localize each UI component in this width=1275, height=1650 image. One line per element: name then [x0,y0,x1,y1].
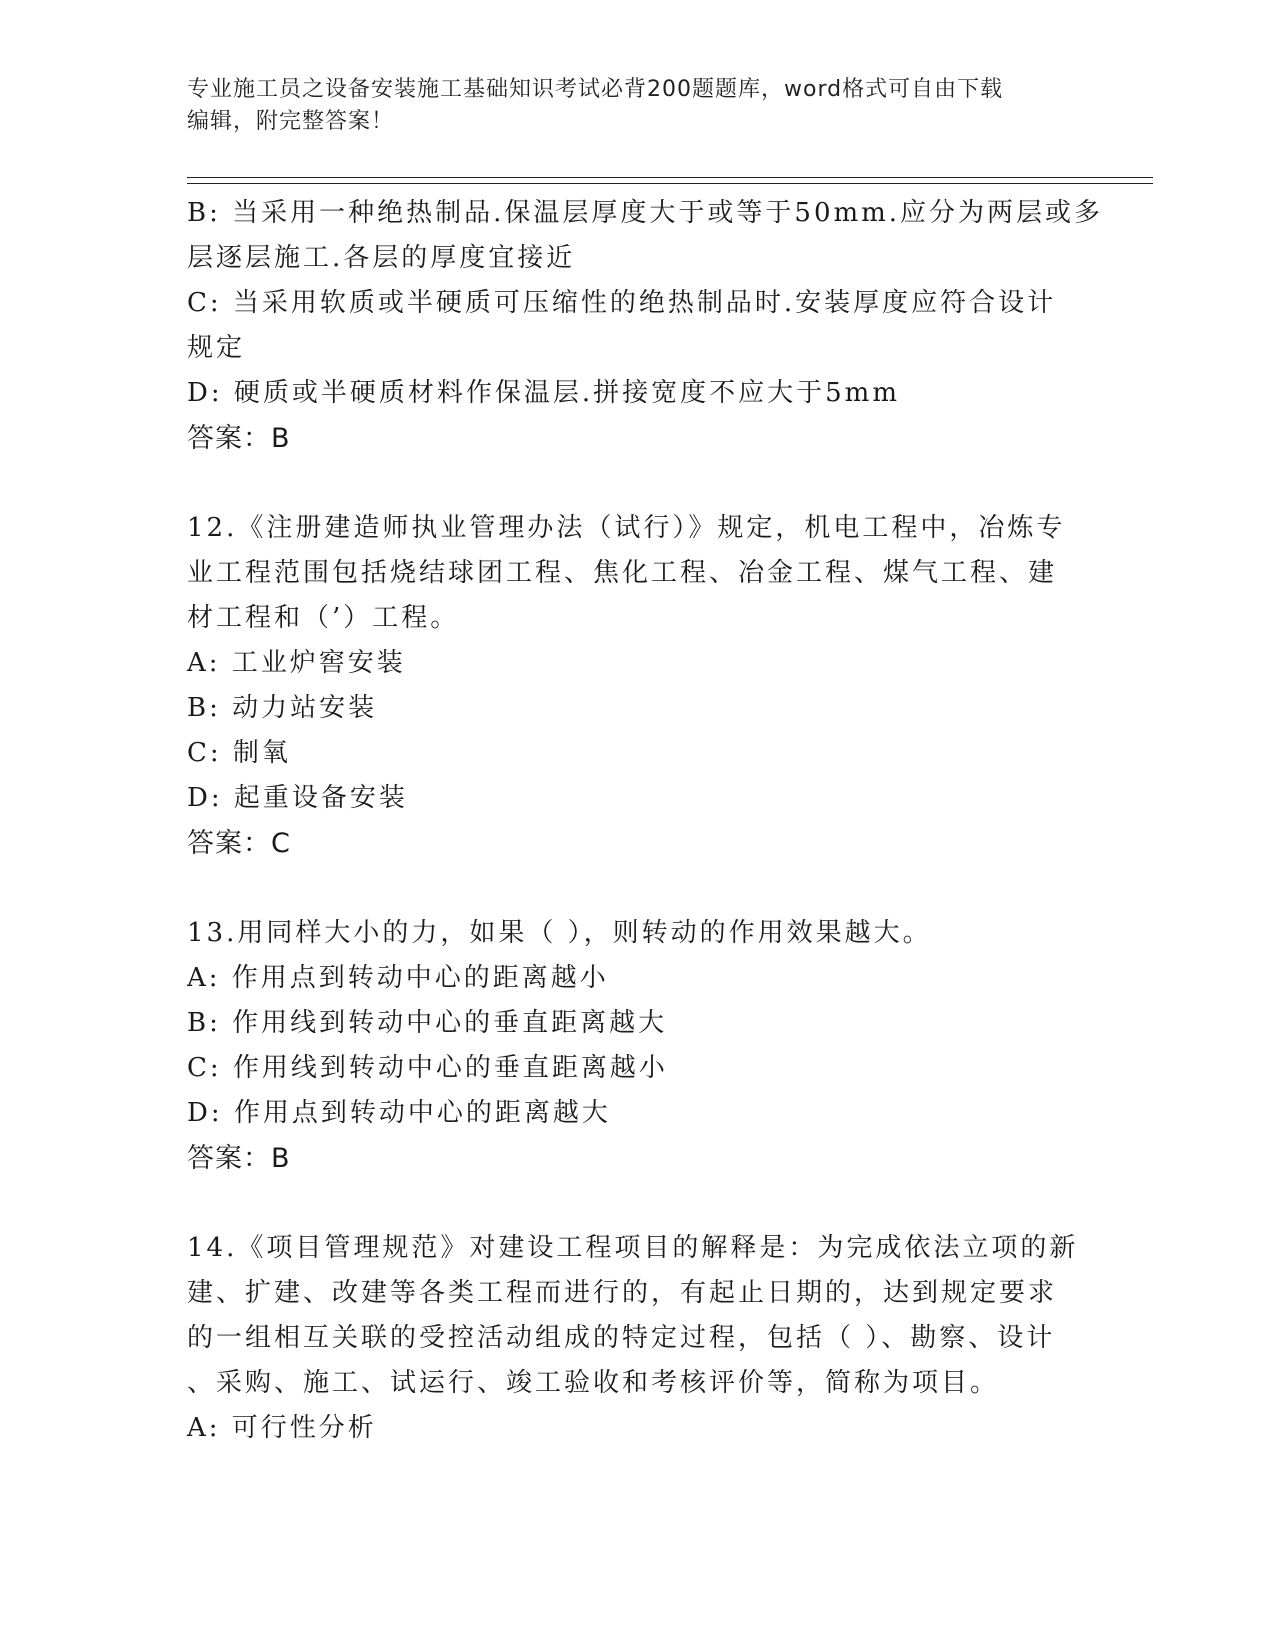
question-12 [187,506,1087,866]
header-line: 编辑，附完整答案！ [187,109,395,134]
option-c: 规定 [187,333,246,363]
option-b: B: 当采用一种绝热制品.保温层厚度大于或等于50mm.应分为两层或多 [187,198,1104,228]
question-stem: 业工程范围包括烧结球团工程、焦化工程、冶金工程、煤气工程、建 [187,558,1058,588]
option-d: D: 作用点到转动中心的距离越大 [187,1098,611,1128]
question-stem: 12.《注册建造师执业管理办法（试行）》规定，机电工程中，冶炼专 [187,513,1066,543]
option-b: B: 动力站安装 [187,693,378,723]
question-13 [187,911,1087,1181]
question-list [187,191,1104,1451]
question-stem: 建、扩建、改建等各类工程而进行的，有起止日期的，达到规定要求 [187,1278,1058,1308]
header-line: 专业施工员之设备安装施工基础知识考试必背200题题库，word格式可自由下载 [187,77,1004,102]
option-c: C: 制氧 [187,738,291,768]
option-d: D: 硬质或半硬质材料作保温层.拼接宽度不应大于5mm [187,378,900,408]
question-11 [187,191,1104,461]
option-a: A: 可行性分析 [187,1413,377,1443]
question-14 [187,1226,1087,1451]
answer: 答案：B [187,1143,291,1174]
option-a: A: 工业炉窖安装 [187,648,406,678]
page-header [187,74,1087,138]
question-stem: 14.《项目管理规范》对建设工程项目的解释是：为完成依法立项的新 [187,1233,1079,1263]
answer: 答案：B [187,423,291,454]
header-divider [187,177,1153,184]
question-stem: 、采购、施工、试运行、竣工验收和考核评价等，简称为项目。 [187,1368,1000,1398]
option-d: D: 起重设备安装 [187,783,408,813]
question-stem: 材工程和（’）工程。 [187,603,460,633]
option-b: B: 作用线到转动中心的垂直距离越大 [187,1008,668,1038]
option-c: C: 当采用软质或半硬质可压缩性的绝热制品时.安装厚度应符合设计 [187,288,1057,318]
option-a: A: 作用点到转动中心的距离越小 [187,963,609,993]
question-stem: 的一组相互关联的受控活动组成的特定过程，包括（ ）、勘察、设计 [187,1323,1056,1353]
option-c: C: 作用线到转动中心的垂直距离越小 [187,1053,668,1083]
question-stem: 13.用同样大小的力，如果（ ），则转动的作用效果越大。 [187,918,932,948]
answer: 答案：C [187,828,291,859]
option-b: 层逐层施工.各层的厚度宜接近 [187,243,576,273]
